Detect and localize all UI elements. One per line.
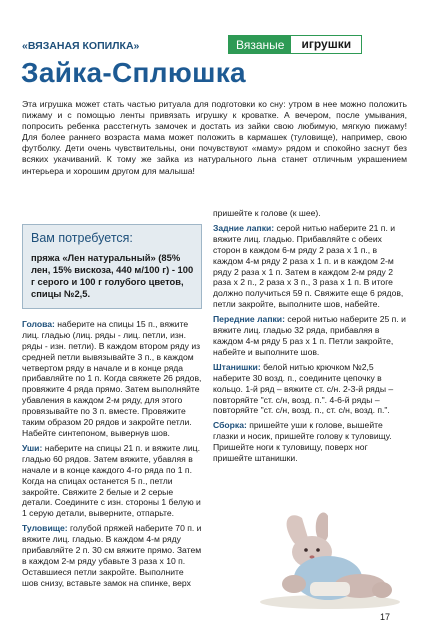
right-column [213,208,407,468]
section-text: пришейте к голове (к шее). [213,208,321,218]
section-tag [228,35,362,54]
materials-title: Вам потребуется: [31,231,133,245]
section-text: наберите на спицы 15 п., вяжите лиц. гладью (лиц. ряды - лиц. петли, изн. ряды - изн. петли). В каждом втором ряду из средней петли вывязывайте 3 п., в каждом четвертом ряду в начале и в конце ряда прибавляйте по 1 п. Когда свяжете 26 рядов, провяжите 4 ряда прямо. Затем выполняйте убавления в каждом 2-м ряду, для этого провязывайте по 3 п. вместе. Провяжите таким образом 20 рядов и закройте петли. Набейте синтепоном, вывернув шов. [22,318,202,438]
rubric: «ВЯЗАНАЯ КОПИЛКА» [22,40,140,52]
section-label: Штанишки: [213,361,261,372]
section-label: Задние лапки: [213,222,275,233]
section-label: Голова: [22,318,55,329]
section-body [22,523,202,588]
materials-text: пряжа «Лен натуральный» (85% лен, 15% вискоза, 440 м/100 г) - 100 г серого и 100 г голубого цветов, спицы №2,5. [31,251,194,299]
section-label: Уши: [22,442,43,453]
section-front-legs [213,314,407,358]
left-column [22,224,202,593]
section-text: наберите на спицы 21 п. и вяжите лиц. гладью 60 рядов. Затем вяжите, убавляя в начале и в конце каждого 4-го ряда по 1 п. Когда на спицах останется 5 п., петли закройте. Свяжите 2 белые и 2 серые детали. Соедините с изн. стороны 1 белую и 1 серую детали, выверните, отпарьте. [22,442,201,519]
section-label: Туловище: [22,523,68,534]
page-number: 17 [380,612,391,622]
section-text: серой нитью наберите 21 п. и вяжите лиц. гладью. Прибавляйте с обеих сторон в каждом 6-м ряду 2 раза х 1 п., в каждом 4-м ряду 2 раза х 1 п. и в каждом 2-м ряду 2 раза х 1 п. Затем в каждом 2-м ряду 2 раза х 2 п., 2 раза х 3 п., 3 раза х 1 п. В итоге должно получиться 59 п. Свяжите еще 6 рядов, петли закройте, выполните шов, набейте. [213,222,404,310]
materials-box [22,224,202,309]
section-text: белой нитью крючком №2,5 наберите 30 возд. п., соедините цепочку в кольцо. 1-й ряд – вяжите ст. с/н. 2-3-й ряды – повторяйте "ст. с/н, возд. п.". 4-6-й ряды – повторяйте "ст. с/н, возд. п., ст. с/н, возд. п.". [213,361,394,416]
section-label: Сборка: [213,420,247,431]
page-title: Зайка-Сплюшка [21,57,246,88]
section-assembly [213,420,407,464]
section-hind-legs [213,223,407,310]
section-pants [213,362,407,417]
section-ears [22,443,202,519]
section-label: Передние лапки: [213,314,285,325]
tag-part2: игрушки [290,35,362,54]
section-body-cont [213,208,407,219]
intro-paragraph: Эта игрушка может стать частью ритуала для подготовки ко сну: утром в нее можно положить пижаму и с помощью ленты привязать игрушку к кроватке. А вечером, после умывания, попросить ребенка расстегнуть замочек и достать из зайки свою любимую, мягкую пижаму! Для более раннего возраста мама может положить в кармашек (туловище), например, свою футболку. Дети очень чувствительны, они почувствуют «маму» рядом и спокойно заснут без всяких укачиваний. К тому же зайка из натурального льна станет отличным украшением интерьера и хорошим другом для малыша! [22,99,407,176]
section-head [22,319,202,439]
tag-part1: Вязаные [228,35,290,54]
bunny-toy-image [250,510,410,610]
section-text: серой нитью наберите 25 п. и вяжите лиц. гладью 32 ряда, прибавляя в каждом 4-м ряду 5 раз х 1 п. Петли закройте, набейте и выполните шов. [213,314,406,357]
section-text: голубой пряжей наберите 70 п. и вяжите лиц. гладью. В каждом 4-м ряду прибавляйте 2 п. 30 см вяжите прямо. Затем в каждом 2-м ряду убавьте 3 раза х 10 п. Оставшиеся петли закройте. Выполните шов снизу, вставьте замок на спинке, верх [22,523,202,588]
section-text: пришейте уши к голове, вышейте глазки и носик, пришейте голову к туловищу. Пришейте ноги к туловищу, поверх ног пришейте штанишки. [213,420,392,464]
